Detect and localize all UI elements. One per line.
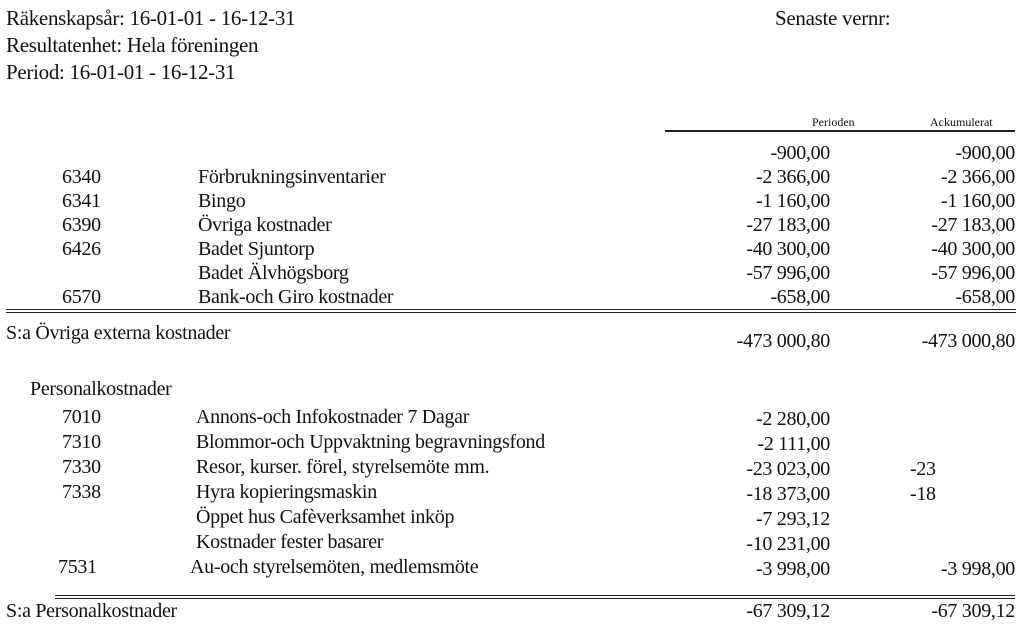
row-accumulated: -27 183,00 xyxy=(931,214,1015,236)
row-period: -57 996,00 xyxy=(746,262,830,284)
section-total-label: S:a Personalkostnader xyxy=(6,600,177,622)
row-accumulated: -18 xyxy=(910,483,936,505)
row-period: -658,00 xyxy=(770,286,830,308)
row-account: 6390 xyxy=(62,214,101,236)
row-period: -40 300,00 xyxy=(746,238,830,260)
row-account: 6340 xyxy=(62,166,101,188)
row-label: Blommor-och Uppvaktning begravningsfond xyxy=(196,431,545,453)
row-accumulated: -23 xyxy=(910,458,936,480)
row-account: 7310 xyxy=(62,431,101,453)
subtotal-rule xyxy=(6,309,1016,310)
row-label: Övriga kostnader xyxy=(198,214,332,236)
row-period: -18 373,00 xyxy=(746,483,830,505)
row-account: 7010 xyxy=(62,406,101,428)
row-label: Förbrukningsinventarier xyxy=(198,166,386,188)
row-period: -2 111,00 xyxy=(757,433,830,455)
row-label: Hyra kopieringsmaskin xyxy=(196,481,377,503)
period-range: Period: 16-01-01 - 16-12-31 xyxy=(6,60,236,84)
result-unit: Resultatenhet: Hela föreningen xyxy=(6,33,259,57)
last-voucher: Senaste vernr: xyxy=(775,6,891,30)
row-period: -10 231,00 xyxy=(746,533,830,555)
row-period: -2 366,00 xyxy=(756,166,830,188)
row-account: 6570 xyxy=(62,286,101,308)
row-period: -2 280,00 xyxy=(756,408,830,430)
row-accumulated: -2 366,00 xyxy=(941,166,1015,188)
subtotal-rule xyxy=(6,312,1016,313)
col-header-accumulated: Ackumulerat xyxy=(930,115,993,129)
row-label: Kostnader fester basarer xyxy=(196,531,384,553)
row-account: 7531 xyxy=(58,556,97,578)
section-total-accumulated: -473 000,80 xyxy=(921,330,1015,352)
row-account: 7338 xyxy=(62,481,101,503)
header-rule xyxy=(665,130,1015,132)
carry-period: -900,00 xyxy=(770,142,830,164)
row-period: -3 998,00 xyxy=(756,558,830,580)
carry-accumulated: -900,00 xyxy=(955,142,1015,164)
fiscal-year: Räkenskapsår: 16-01-01 - 16-12-31 xyxy=(6,6,296,30)
row-label: Bank-och Giro kostnader xyxy=(198,286,394,308)
row-period: -23 023,00 xyxy=(746,458,830,480)
row-label: Annons-och Infokostnader 7 Dagar xyxy=(196,406,470,428)
section-title: Personalkostnader xyxy=(30,378,172,400)
section-total-label: S:a Övriga externa kostnader xyxy=(6,322,231,344)
row-label: Badet Sjuntorp xyxy=(198,238,315,260)
row-label: Badet Älvhögsborg xyxy=(198,262,349,284)
col-header-period: Perioden xyxy=(812,115,855,129)
section-total-accumulated: -67 309,12 xyxy=(931,600,1015,622)
row-account: 6426 xyxy=(62,238,101,260)
row-accumulated: -3 998,00 xyxy=(941,558,1015,580)
row-accumulated: -40 300,00 xyxy=(931,238,1015,260)
row-label: Bingo xyxy=(198,190,246,212)
row-label: Öppet hus Cafèverksamhet inköp xyxy=(196,506,455,528)
subtotal-rule xyxy=(55,598,1015,599)
row-accumulated: -658,00 xyxy=(955,286,1015,308)
row-period: -1 160,00 xyxy=(756,190,830,212)
row-accumulated: -1 160,00 xyxy=(941,190,1015,212)
row-account: 6341 xyxy=(62,190,101,212)
subtotal-rule xyxy=(55,595,1015,596)
section-total-period: -473 000,80 xyxy=(736,330,830,352)
section-total-period: -67 309,12 xyxy=(746,600,830,622)
row-period: -27 183,00 xyxy=(746,214,830,236)
row-label: Resor, kurser. förel, styrelsemöte mm. xyxy=(196,456,490,478)
row-account: 7330 xyxy=(62,456,101,478)
row-accumulated: -57 996,00 xyxy=(931,262,1015,284)
row-period: -7 293,12 xyxy=(756,508,830,530)
row-label: Au-och styrelsemöten, medlemsmöte xyxy=(190,556,479,578)
